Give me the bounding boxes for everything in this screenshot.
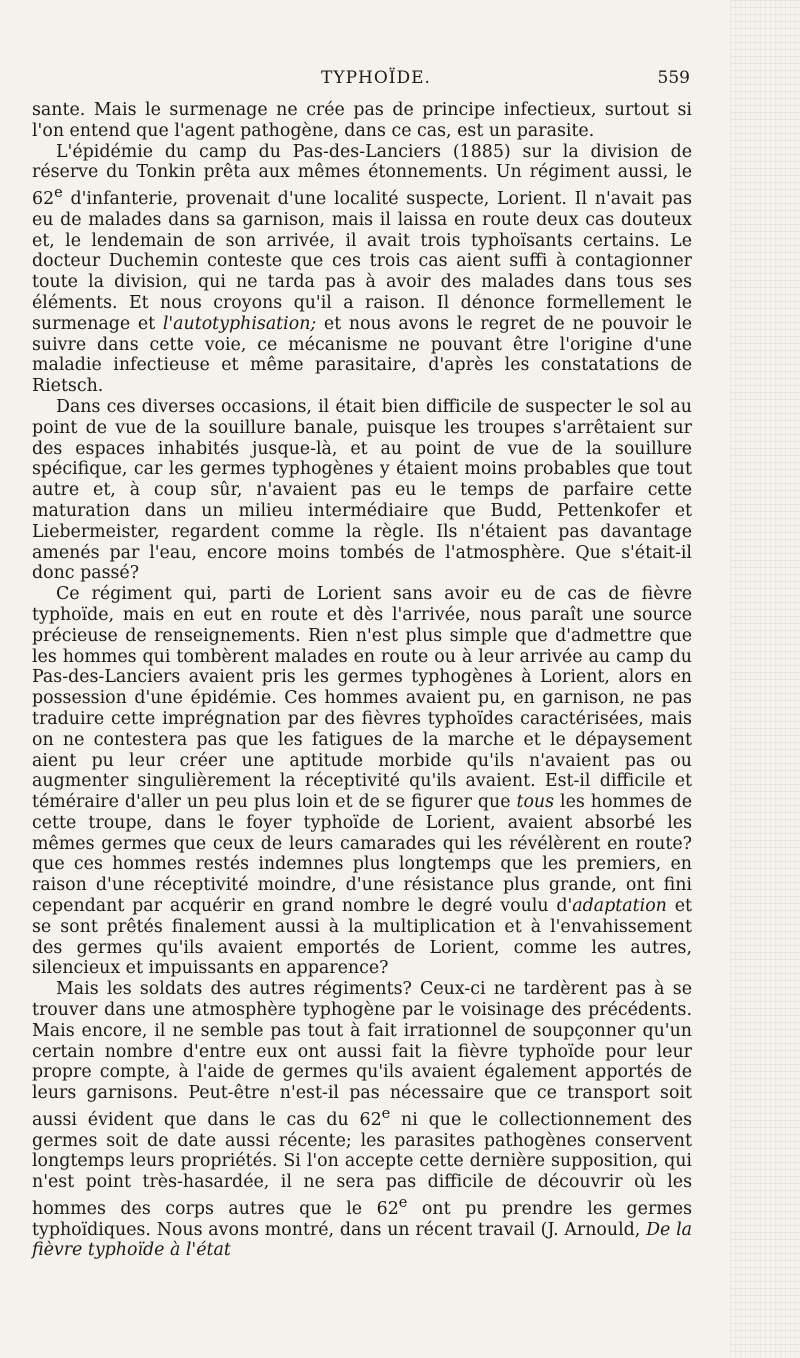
- paragraph-1-text: sante. Mais le surmenage ne crée pas de principe infectieux, surtout si l'on entend que l'agent pathogène, dans ce cas, est un parasite.: [32, 100, 692, 141]
- page-edge-texture: [730, 0, 800, 1358]
- paragraph-4-text-a: Ce régiment qui, parti de Lorient sans avoir eu de cas de fièvre typhoïde, mais en eut en route et dès l'arrivée, nous paraît une source précieuse de renseignements. Rien n'est plus simple que d'admettre que les hommes qui tombèrent malades en route ou à leur arrivée au camp du Pas-des-Lanciers avaient pris les germes typhogènes à Lorient, alors en possession d'une épidémie. Ces hommes avaient pu, en garnison, ne pas traduire cette imprégnation par des fièvres typhoïdes caractérisées, mais on ne contestera pas que les fatigues de la marche et le dépaysement aient pu leur créer une aptitude morbide qu'ils n'avaient pas ou augmenter singulièrement la réceptivité qu'ils avaient. Est-il difficile et téméraire d'aller un peu plus loin et de se figurer que: [32, 584, 692, 813]
- paragraph-2-text-a: L'épidémie du camp du Pas-des-Lanciers (1885) sur la division de réserve du Tonkin prêta aux mêmes étonnements. Un régiment aussi, le 62: [32, 141, 692, 209]
- paragraph-5-text-a: Mais les soldats des autres régiments? Ceux-ci ne tardèrent pas à se trouver dans une atmosphère typhogène par le voisinage des précédents. Mais encore, il ne semble pas tout à fait irrationnel de soupçonner qu'un certain nombre d'entre eux ont aussi fait la fièvre typhoïde pour leur propre compte, à l'aide de germes qu'ils avaient également apportés de leurs garnisons. Peut-être n'est-il pas nécessaire que ce transport soit aussi évident que dans le cas du 62: [32, 979, 692, 1130]
- italic-term: adaptation: [572, 896, 667, 917]
- paragraph-1: [32, 100, 692, 142]
- paragraph-4: [32, 584, 692, 979]
- superscript: e: [54, 185, 63, 202]
- paragraph-3-text: Dans ces diverses occasions, il était bien difficile de suspecter le sol au point de vue de la souillure banale, puisque les troupes s'arrêtaient sur des espaces inhabités jusque-là, et au point de vue de la souillure spécifique, car les germes typhogènes y étaient moins probables que tout autre et, à coup sûr, n'avaient pas eu le temps de parfaire cette maturation dans un milieu intermédiaire que Budd, Pettenkofer et Liebermeister, regardent comme la règle. Ils n'étaient pas davantage amenés par l'eau, encore moins tombés de l'atmosphère. Que s'était-il donc passé?: [32, 396, 692, 584]
- superscript: e: [381, 1106, 391, 1123]
- paragraph-5-text-b: ni que le collectionnement des germes soit de date aussi récente; les parasites pathogènes conservent longtemps leurs propriétés. Si l'on accepte cette dernière supposition, qui n'est point très-hasardée, il ne sera pas difficile de découvrir où les hommes des corps autres que le 62: [32, 1109, 692, 1219]
- paragraph-2-text-b: d'infanterie, provenait d'une localité suspecte, Lorient. Il n'avait pas eu de malades dans sa garnison, mais il laissa en route deux cas douteux et, le lendemain de son arrivée, il avait trois typhoïsants certains. Le docteur Duchemin conteste que ces trois cas aient suffi à contagionner toute la division, qui ne tarda pas à avoir des malades dans tous ses éléments. Et nous croyons qu'il a raison. Il dénonce formellement le surmenage et: [32, 188, 692, 334]
- paragraph-5-text-c: ont pu prendre les germes typhoïdiques. Nous avons montré, dans un récent travail (J. Arnould,: [32, 1198, 692, 1240]
- italic-term: l'autotyphisation;: [162, 313, 317, 334]
- paragraph-5: [32, 979, 692, 1261]
- paragraph-2-text-c: et nous avons le regret de ne pouvoir le suivre dans cette voie, ce mécanisme ne pouvant être l'origine d'une maladie infectieuse et même parasitaire, d'après les constatations de Rietsch.: [32, 313, 692, 397]
- body-text: [32, 100, 692, 1261]
- paragraph-4-text-b: les hommes de cette troupe, dans le foyer typhoïde de Lorient, avaient absorbé les mêmes germes que ceux de leurs camarades qui les révélèrent en route? que ces hommes restés indemnes plus longtemps que les premiers, en raison d'une réceptivité moindre, d'une résistance plus grande, ont fini cependant par acquérir en grand nombre le degré voulu d': [32, 792, 692, 917]
- paragraph-3: [32, 397, 692, 584]
- italic-citation: De la fièvre typhoïde à l'état: [32, 1219, 692, 1261]
- page-header: [60, 66, 692, 94]
- paragraph-2: [32, 142, 692, 397]
- page-number: 559: [657, 68, 690, 88]
- superscript: e: [398, 1195, 408, 1212]
- italic-term: tous: [516, 792, 555, 813]
- running-title: TYPHOÏDE.: [321, 68, 431, 88]
- paragraph-4-text-c: et se sont prêtés finalement aussi à la multiplication et à l'envahissement des germes qu'ils avaient emportés de Lorient, comme les autres, silencieux et impuissants en apparence?: [32, 896, 693, 979]
